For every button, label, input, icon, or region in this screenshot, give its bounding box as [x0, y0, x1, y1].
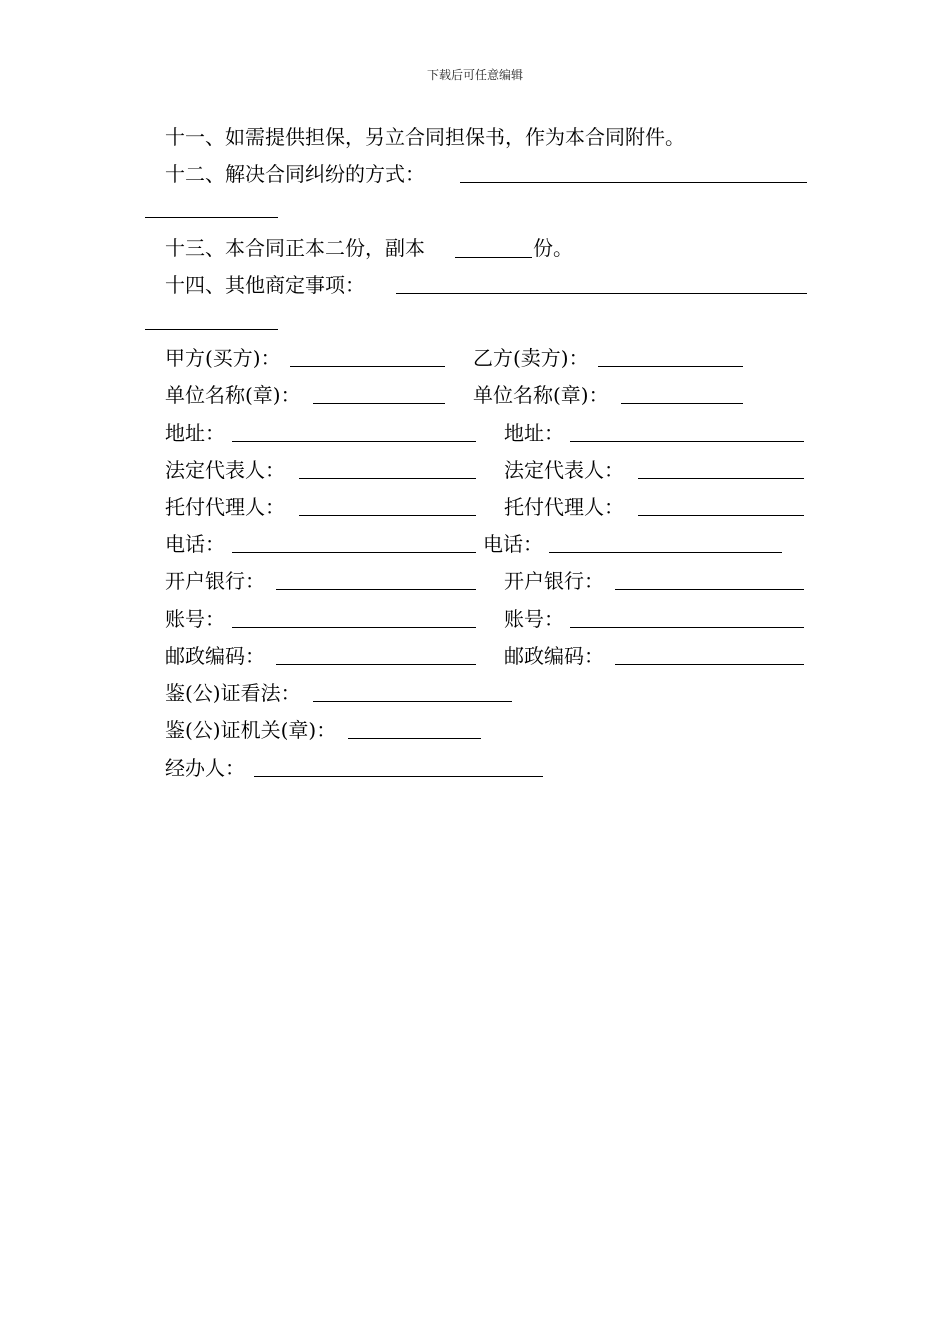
clause-13-label: 十三、本合同正本二份，副本 [165, 236, 425, 260]
party-b-label: 乙方(卖方)： [473, 346, 589, 370]
notary-opinion-blank[interactable] [313, 701, 512, 702]
party-a-legal-rep-label: 法定代表人： [165, 458, 285, 482]
clause-12-blank-continued[interactable] [145, 217, 278, 218]
party-a-bank-label: 开户银行： [165, 569, 265, 593]
notary-authority-label: 鉴(公)证机关(章)： [165, 718, 337, 742]
party-b-unit-name-blank[interactable] [621, 403, 743, 404]
party-a-phone-label: 电话： [165, 532, 225, 556]
clause-13-suffix: 份。 [533, 236, 573, 260]
party-b-phone-label: 电话： [483, 532, 543, 556]
party-b-address-blank[interactable] [570, 441, 804, 442]
party-a-account-label: 账号： [165, 607, 225, 631]
party-a-address-label: 地址： [165, 421, 225, 445]
notary-authority-blank[interactable] [348, 738, 481, 739]
party-a-address-blank[interactable] [232, 441, 476, 442]
party-b-agent-label: 托付代理人： [504, 495, 624, 519]
party-b-account-label: 账号： [504, 607, 564, 631]
party-b-account-blank[interactable] [570, 627, 804, 628]
party-a-phone-blank[interactable] [232, 552, 476, 553]
party-b-bank-blank[interactable] [615, 589, 804, 590]
party-a-unit-name-blank[interactable] [313, 403, 445, 404]
clause-14-blank[interactable] [396, 293, 807, 294]
party-b-postcode-blank[interactable] [615, 664, 804, 665]
party-b-unit-name-label: 单位名称(章)： [473, 383, 609, 407]
party-b-phone-blank[interactable] [549, 552, 782, 553]
party-b-bank-label: 开户银行： [504, 569, 604, 593]
party-a-account-blank[interactable] [232, 627, 476, 628]
party-a-postcode-label: 邮政编码： [165, 644, 265, 668]
party-a-label: 甲方(买方)： [165, 346, 281, 370]
clause-12-blank[interactable] [460, 182, 807, 183]
party-b-agent-blank[interactable] [638, 515, 804, 516]
party-b-legal-rep-label: 法定代表人： [504, 458, 624, 482]
page-header: 下载后可任意编辑 [426, 68, 523, 82]
handler-blank[interactable] [254, 776, 543, 777]
clause-14-blank-continued[interactable] [145, 329, 278, 330]
party-b-legal-rep-blank[interactable] [638, 478, 804, 479]
clause-11: 十一、如需提供担保，另立合同担保书，作为本合同附件。 [165, 125, 685, 149]
handler-label: 经办人： [165, 756, 245, 780]
party-b-blank[interactable] [598, 366, 743, 367]
party-a-agent-label: 托付代理人： [165, 495, 285, 519]
clause-14-label: 十四、其他商定事项： [165, 273, 365, 297]
party-a-agent-blank[interactable] [299, 515, 476, 516]
clause-12-label: 十二、解决合同纠纷的方式： [165, 162, 425, 186]
copies-count-blank[interactable] [455, 257, 532, 258]
notary-opinion-label: 鉴(公)证看法： [165, 681, 301, 705]
party-a-postcode-blank[interactable] [276, 664, 476, 665]
party-b-postcode-label: 邮政编码： [504, 644, 604, 668]
party-a-bank-blank[interactable] [276, 589, 476, 590]
party-a-blank[interactable] [290, 366, 445, 367]
party-a-unit-name-label: 单位名称(章)： [165, 383, 301, 407]
party-a-legal-rep-blank[interactable] [299, 478, 476, 479]
party-b-address-label: 地址： [504, 421, 564, 445]
